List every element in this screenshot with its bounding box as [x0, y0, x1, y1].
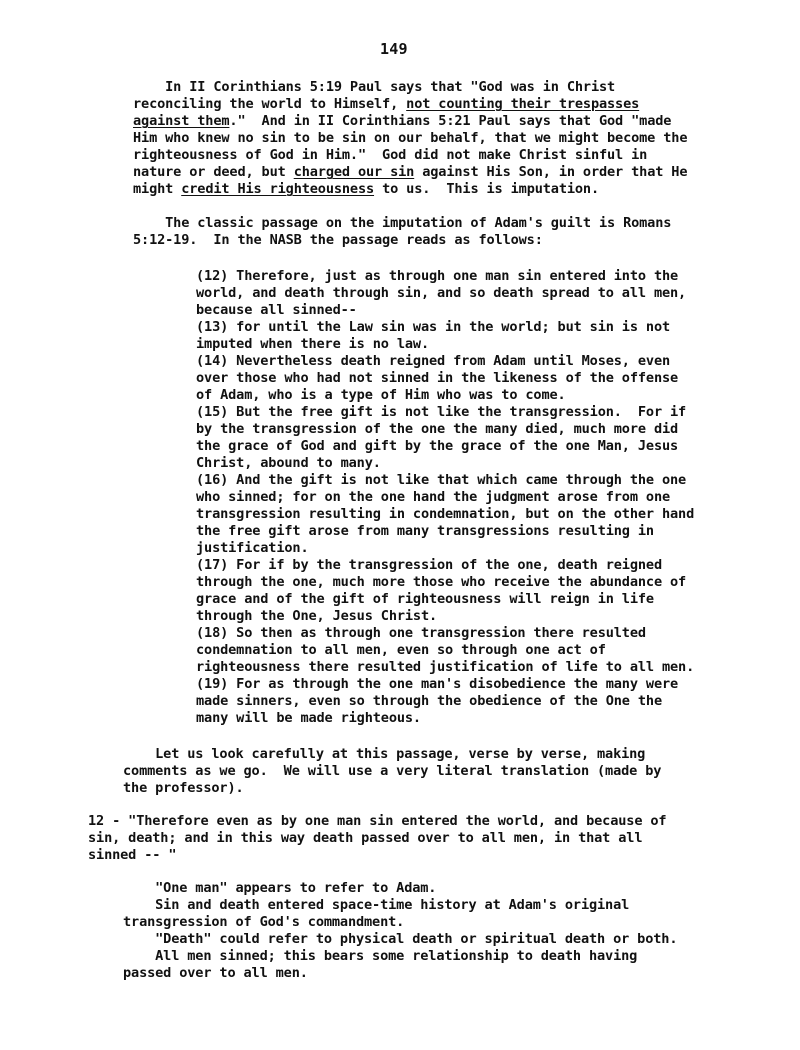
- intro-line-4: Him who knew no sin to be sin on our behalf, that we might become the: [133, 130, 688, 146]
- intro-line-6: nature or deed, but: [133, 164, 294, 180]
- intro-line-7: might: [133, 181, 182, 197]
- verse-12-translation: 12 - "Therefore even as by one man sin entered the world, and because of sin, death; and in this way death passed over to all men, in that all sinned -- ": [88, 813, 667, 863]
- underlined-phrase-trespasses: not counting their trespasses: [406, 96, 640, 112]
- intro-paragraph: [133, 79, 687, 198]
- verse-12-notes: "One man" appears to refer to Adam. Sin and death entered space-time history at Adam's original transgression of God's commandment. "Death" could refer to physical death or spiritual death or both. All men sinned; this bears some relationship to death having passed over to all men.: [123, 880, 678, 981]
- intro-line-3: ." And in II Corinthians 5:21 Paul says that God "made: [229, 113, 672, 129]
- page-number: 149: [380, 40, 408, 58]
- intro-line-2: reconciling the world to Himself,: [133, 96, 407, 112]
- intro-line-5: righteousness of God in Him." God did not make Christ sinful in: [133, 147, 648, 163]
- underlined-phrase-charged-our-sin: charged our sin: [293, 164, 415, 180]
- intro-line-1: In II Corinthians 5:19 Paul says that "God was in Christ: [133, 79, 616, 95]
- classic-passage-paragraph: The classic passage on the imputation of Adam's guilt is Romans 5:12-19. In the NASB the passage reads as follows:: [133, 215, 672, 248]
- intro-line-6-end: against His Son, in order that He: [414, 164, 688, 180]
- nasb-block-quote: (12) Therefore, just as through one man sin entered into the world, and death through sin, and so death spread to all men, because all sinned-- (13) for until the Law sin was in the world; but sin is not imputed when there is no law. (14) Nevertheless death reigned from Adam until Moses, even over those who had not sinned in the likeness of the offense of Adam, who is a type of Him who was to come. (15) But the free gift is not like the transgression. For if by the transgression of the one the many died, much more did the grace of God and gift by the grace of the one Man, Jesus Christ, abound to many. (16) And the gift is not like that which came through the one who sinned; for on the one hand the judgment arose from one transgression resulting in condemnation, but on the other hand the free gift arose from many transgressions resulting in justification. (17) For if by the transgression of the one, death reigned through the one, much more those who receive the abundance of grace and of the gift of righteousness will reign in life through the One, Jesus Christ. (18) So then as through one transgression there resulted condemnation to all men, even so through one act of righteousness there resulted justification of life to all men. (19) For as through the one man's disobedience the many were made sinners, even so through the obedience of the One the many will be made righteous.: [196, 268, 695, 726]
- underlined-phrase-credit-righteousness: credit His righteousness: [181, 181, 375, 197]
- underlined-phrase-against-them: against them: [133, 113, 230, 129]
- method-paragraph: Let us look carefully at this passage, verse by verse, making comments as we go. We will use a very literal translation (made by the professor).: [123, 746, 662, 796]
- intro-line-7-end: to us. This is imputation.: [374, 181, 600, 197]
